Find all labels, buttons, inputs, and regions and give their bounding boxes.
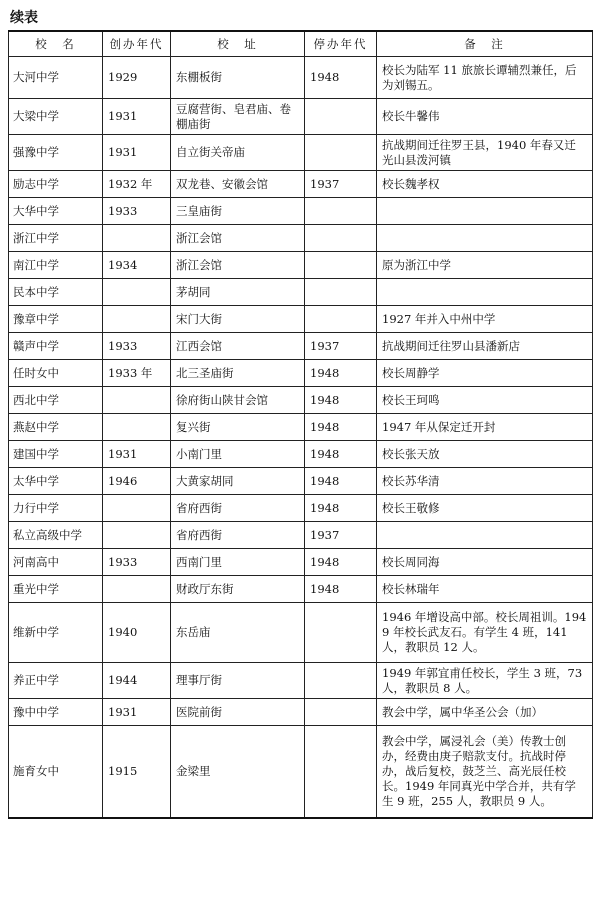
cell-note: 教会中学，属中华圣公会（加） (377, 699, 593, 726)
cell-founded (103, 306, 171, 333)
table-row (9, 699, 593, 726)
cell-founded: 1940 (103, 603, 171, 663)
cell-founded (103, 495, 171, 522)
cell-note (377, 198, 593, 225)
table-caption: 续表 (10, 10, 38, 26)
header-founded: 创办年代 (103, 31, 171, 57)
cell-note: 1927 年并入中州中学 (377, 306, 593, 333)
cell-address: 宋门大街 (171, 306, 305, 333)
cell-school-name: 豫中中学 (9, 699, 103, 726)
cell-school-name: 民本中学 (9, 279, 103, 306)
cell-school-name: 河南高中 (9, 549, 103, 576)
cell-school-name: 豫章中学 (9, 306, 103, 333)
cell-school-name: 力行中学 (9, 495, 103, 522)
table-row (9, 252, 593, 279)
cell-note (377, 522, 593, 549)
cell-closed (305, 198, 377, 225)
table-row (9, 171, 593, 198)
cell-founded: 1915 (103, 726, 171, 818)
cell-closed (305, 306, 377, 333)
header-closed: 停办年代 (305, 31, 377, 57)
table-row (9, 549, 593, 576)
cell-address: 省府西街 (171, 495, 305, 522)
cell-note: 校长林瑞年 (377, 576, 593, 603)
cell-closed (305, 726, 377, 818)
cell-note: 校长魏孝权 (377, 171, 593, 198)
cell-founded: 1933 (103, 549, 171, 576)
table-row (9, 663, 593, 699)
cell-address: 浙江会馆 (171, 225, 305, 252)
cell-address: 茅胡同 (171, 279, 305, 306)
cell-note: 校长为陆军 11 旅旅长谭辅烈兼任，后为刘锡五。 (377, 57, 593, 99)
cell-address: 医院前街 (171, 699, 305, 726)
header-school-name: 校 名 (9, 31, 103, 57)
cell-address: 西南门里 (171, 549, 305, 576)
cell-school-name: 西北中学 (9, 387, 103, 414)
table-row (9, 387, 593, 414)
cell-school-name: 任时女中 (9, 360, 103, 387)
cell-closed: 1948 (305, 414, 377, 441)
cell-address: 双龙巷、安徽会馆 (171, 171, 305, 198)
cell-closed: 1937 (305, 522, 377, 549)
cell-address: 自立街关帝庙 (171, 135, 305, 171)
cell-school-name: 大河中学 (9, 57, 103, 99)
cell-closed (305, 603, 377, 663)
cell-founded: 1933 (103, 333, 171, 360)
cell-school-name: 维新中学 (9, 603, 103, 663)
cell-school-name: 南江中学 (9, 252, 103, 279)
cell-school-name: 施育女中 (9, 726, 103, 818)
cell-note: 1949 年郭宜甫任校长，学生 3 班，73 人，教职员 8 人。 (377, 663, 593, 699)
cell-note: 校长张天放 (377, 441, 593, 468)
cell-closed: 1948 (305, 360, 377, 387)
cell-note: 教会中学，属浸礼会（美）传教士创办，经费由庚子赔款支付。抗战时停办，战后复校，鼓芝兰、高光辰任校长。1949 年同真光中学合并，共有学生 9 班，255 人，教职员 9 人。 (377, 726, 593, 818)
cell-founded: 1933 (103, 198, 171, 225)
cell-closed (305, 279, 377, 306)
cell-closed: 1948 (305, 495, 377, 522)
cell-address: 小南门里 (171, 441, 305, 468)
cell-address: 复兴街 (171, 414, 305, 441)
cell-founded: 1932 年 (103, 171, 171, 198)
cell-note: 1946 年增设高中部。校长周祖训。1949 年校长武友石。有学生 4 班，141 人，教职员 12 人。 (377, 603, 593, 663)
table-row (9, 726, 593, 818)
cell-closed: 1948 (305, 441, 377, 468)
cell-school-name: 燕赵中学 (9, 414, 103, 441)
cell-founded: 1933 年 (103, 360, 171, 387)
cell-note: 原为浙江中学 (377, 252, 593, 279)
table-row (9, 576, 593, 603)
cell-closed (305, 699, 377, 726)
cell-address: 豆腐营街、皂君庙、卷棚庙街 (171, 99, 305, 135)
cell-founded (103, 225, 171, 252)
cell-closed: 1937 (305, 171, 377, 198)
cell-school-name: 励志中学 (9, 171, 103, 198)
cell-closed: 1948 (305, 576, 377, 603)
cell-founded (103, 387, 171, 414)
cell-note (377, 225, 593, 252)
cell-school-name: 重光中学 (9, 576, 103, 603)
cell-founded: 1934 (103, 252, 171, 279)
cell-closed (305, 99, 377, 135)
table-row (9, 306, 593, 333)
cell-address: 理事厅街 (171, 663, 305, 699)
cell-founded (103, 522, 171, 549)
cell-address: 浙江会馆 (171, 252, 305, 279)
cell-founded: 1931 (103, 99, 171, 135)
table-row (9, 279, 593, 306)
cell-closed (305, 663, 377, 699)
table-row (9, 441, 593, 468)
cell-note: 1947 年从保定迁开封 (377, 414, 593, 441)
cell-school-name: 太华中学 (9, 468, 103, 495)
cell-address: 三皇庙街 (171, 198, 305, 225)
cell-note: 抗战期间迁往罗山县潘新店 (377, 333, 593, 360)
cell-school-name: 大华中学 (9, 198, 103, 225)
cell-note: 校长周静学 (377, 360, 593, 387)
cell-school-name: 建国中学 (9, 441, 103, 468)
cell-founded (103, 414, 171, 441)
header-note: 备 注 (377, 31, 593, 57)
cell-note: 抗战期间迁往罗王县，1940 年春又迁光山县泼河镇 (377, 135, 593, 171)
cell-founded: 1931 (103, 441, 171, 468)
cell-closed: 1948 (305, 57, 377, 99)
cell-school-name: 赣声中学 (9, 333, 103, 360)
cell-address: 东棚板街 (171, 57, 305, 99)
cell-closed (305, 135, 377, 171)
cell-founded: 1946 (103, 468, 171, 495)
cell-founded (103, 576, 171, 603)
cell-address: 大黄家胡同 (171, 468, 305, 495)
table-row (9, 225, 593, 252)
cell-founded: 1931 (103, 135, 171, 171)
cell-school-name: 养正中学 (9, 663, 103, 699)
cell-closed (305, 252, 377, 279)
table-row (9, 333, 593, 360)
table-body (9, 57, 593, 818)
cell-closed (305, 225, 377, 252)
table-row (9, 468, 593, 495)
cell-school-name: 私立高级中学 (9, 522, 103, 549)
cell-address: 江西会馆 (171, 333, 305, 360)
cell-address: 省府西街 (171, 522, 305, 549)
cell-address: 东岳庙 (171, 603, 305, 663)
cell-founded: 1931 (103, 699, 171, 726)
cell-school-name: 大梁中学 (9, 99, 103, 135)
cell-note: 校长苏华清 (377, 468, 593, 495)
cell-note: 校长周同海 (377, 549, 593, 576)
cell-note: 校长王珂鸣 (377, 387, 593, 414)
cell-closed: 1948 (305, 468, 377, 495)
table-row (9, 495, 593, 522)
table-row (9, 135, 593, 171)
cell-closed: 1948 (305, 549, 377, 576)
table-row (9, 522, 593, 549)
cell-note: 校长王敬修 (377, 495, 593, 522)
cell-address: 金梁里 (171, 726, 305, 818)
cell-closed: 1948 (305, 387, 377, 414)
table-row (9, 99, 593, 135)
table-row (9, 603, 593, 663)
cell-founded (103, 279, 171, 306)
cell-address: 财政厅东街 (171, 576, 305, 603)
cell-school-name: 强豫中学 (9, 135, 103, 171)
cell-note: 校长牛馨伟 (377, 99, 593, 135)
header-address: 校 址 (171, 31, 305, 57)
table-row (9, 57, 593, 99)
cell-founded: 1944 (103, 663, 171, 699)
cell-closed: 1937 (305, 333, 377, 360)
cell-note (377, 279, 593, 306)
table-row (9, 360, 593, 387)
header-row (9, 31, 593, 57)
cell-address: 徐府街山陕甘会馆 (171, 387, 305, 414)
schools-table (8, 30, 593, 819)
cell-address: 北三圣庙街 (171, 360, 305, 387)
cell-school-name: 浙江中学 (9, 225, 103, 252)
cell-founded: 1929 (103, 57, 171, 99)
table-row (9, 198, 593, 225)
table-row (9, 414, 593, 441)
